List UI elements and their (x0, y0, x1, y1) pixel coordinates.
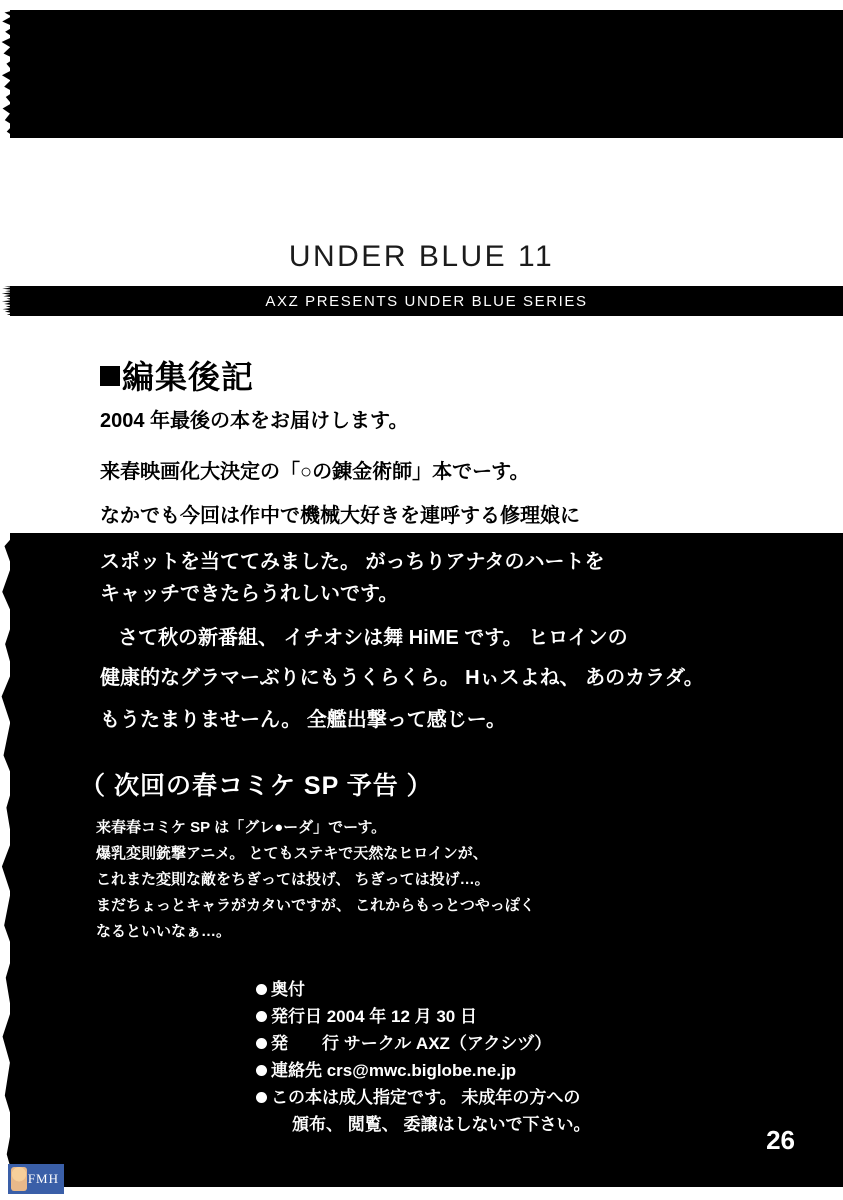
afterword-line: なかでも今回は作中で機械大好きを連呼する修理娘に (100, 505, 580, 527)
square-bullet-icon (100, 366, 120, 386)
page-number: 26 (766, 1125, 795, 1155)
bullet-dot-icon (256, 1038, 267, 1049)
subtitle-text: AXZ PRESENTS UNDER BLUE SERIES (265, 292, 588, 310)
subtitle-band-ragged-edge (0, 286, 16, 316)
afterword-line: 健康的なグラマーぶりにもうくらくら。 Hぃスよね、 あのカラダ。 (100, 667, 704, 689)
colophon-contact-email[interactable]: 連絡先 crs@mwc.biglobe.ne.jp (271, 1061, 517, 1080)
bullet-dot-icon (256, 984, 267, 995)
colophon-item (256, 975, 305, 1000)
main-panel-ragged-edge (0, 533, 16, 1187)
bullet-dot-icon (256, 1065, 267, 1076)
title-block (0, 240, 843, 273)
next-issue-line: 爆乳変則銃撃アニメ。 とてもステキで天然なヒロインが、 (96, 845, 488, 862)
colophon-item (256, 1083, 580, 1108)
afterword-line: もうたまりませーん。 全艦出撃って感じー。 (100, 709, 506, 731)
subtitle-band (10, 286, 843, 316)
publisher-logo (8, 1164, 64, 1194)
bullet-dot-icon (256, 1011, 267, 1022)
afterword-line: 来春映画化大決定の「○の錬金術師」本でーす。 (100, 461, 530, 483)
next-issue-line: これまた変則な敵をちぎっては投げ、 ちぎっては投げ…。 (96, 871, 490, 888)
afterword-heading (100, 352, 254, 398)
next-issue-line: 来春春コミケ SP は「グレ●ーダ」でーす。 (96, 819, 387, 836)
next-issue-line: なるといいなぁ…。 (96, 923, 232, 940)
logo-figure-icon (11, 1167, 27, 1191)
page-title: UNDER BLUE 11 (288, 240, 555, 273)
colophon-item (256, 1056, 516, 1081)
colophon-item (256, 1002, 477, 1027)
top-black-band (10, 10, 843, 138)
next-issue-line: まだちょっとキャラがカタいですが、 これからもっとつやっぽく (96, 897, 535, 914)
colophon-item-text: 発行日 2004 年 12 月 30 日 (271, 1007, 477, 1026)
next-issue-heading: （ 次回の春コミケ SP 予告 ） (80, 772, 433, 800)
afterword-heading-text: 編集後記 (122, 359, 255, 395)
top-band-ragged-edge (0, 10, 16, 138)
colophon-item-text: 発 行 サークル AXZ（アクシヅ） (271, 1034, 552, 1053)
afterword-line: さて秋の新番組、 イチオシは舞 HiME です。 ヒロインの (118, 627, 628, 649)
colophon-item (256, 1029, 551, 1054)
afterword-line: スポットを当ててみました。 がっちりアナタのハートを (100, 551, 605, 573)
colophon-item-text: この本は成人指定です。 未成年の方への (271, 1088, 581, 1107)
bullet-dot-icon (256, 1092, 267, 1103)
colophon-continuation: 頒布、 閲覧、 委譲はしないで下さい。 (292, 1115, 591, 1134)
colophon-item-text: 奥付 (271, 980, 305, 999)
logo-text: FMH (27, 1171, 59, 1186)
afterword-line: キャッチできたらうれしいです。 (100, 583, 399, 605)
bottom-white-margin (0, 1187, 843, 1200)
afterword-lead: 2004 年最後の本をお届けします。 (100, 410, 409, 432)
